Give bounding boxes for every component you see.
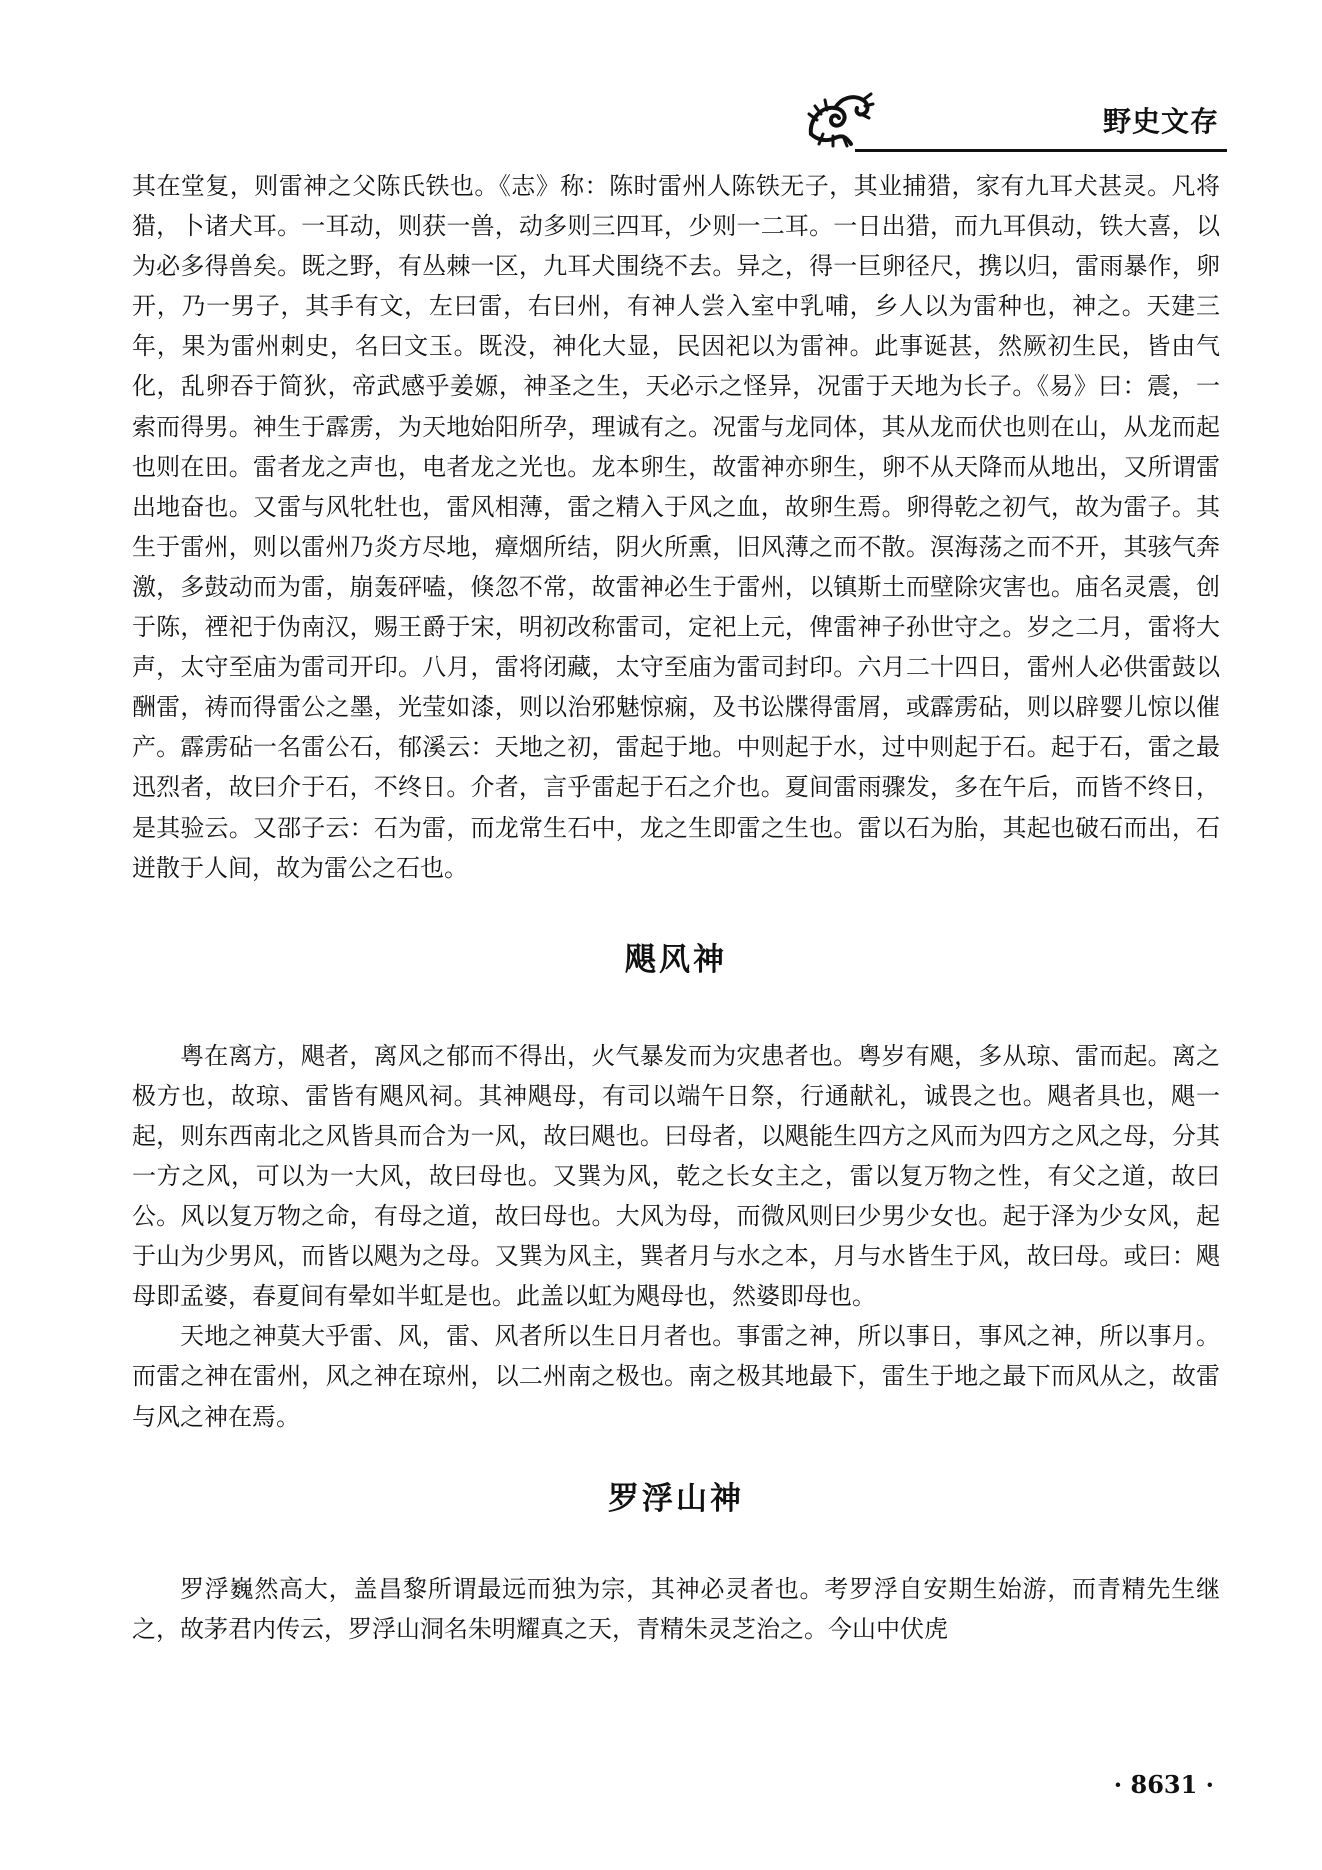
section-title-luofu: 罗浮山神 — [608, 1480, 744, 1517]
page-body — [132, 166, 1220, 1649]
body-paragraph: 天地之神莫大乎雷、风，雷、风者所以生日月者也。事雷之神，所以事日，事风之神，所以事月。而雷之神在雷州，风之神在琼州，以二州南之极也。南之极其地最下，雷生于地之最下而风从之，故雷与风之神在焉。 — [132, 1322, 1220, 1431]
section-title-jufeng: 飓风神 — [625, 941, 727, 978]
body-paragraph: 其在堂复，则雷神之父陈氏铁也。《志》称：陈时雷州人陈铁无子，其业捕猎，家有九耳犬甚灵。凡将猎，卜诸犬耳。一耳动，则获一兽，动多则三四耳，少则一二耳。一日出猎，而九耳俱动，铁大喜，以为必多得兽矣。既之野，有丛棘一区，九耳犬围绕不去。异之，得一巨卵径尺，携以归，雷雨暴作，卵开，乃一男子，其手有文，左曰雷，右曰州，有神人尝入室中乳哺，乡人以为雷种也，神之。天建三年，果为雷州刺史，名曰文玉。既没，神化大显，民因祀以为雷神。此事诞甚，然厥初生民，皆由气化，乱卵吞于简狄，帝武感乎姜嫄，神圣之生，天必示之怪异，况雷于天地为长子。《易》曰：震，一索而得男。神生于霹雳，为天地始阳所孕，理诚有之。况雷与龙同体，其从龙而伏也则在山，从龙而起也则在田。雷者龙之声也，电者龙之光也。龙本卵生，故雷神亦卵生，卵不从天降而从地出，又所谓雷出地奋也。又雷与风牝牡也，雷风相薄，雷之精入于风之血，故卵生焉。卵得乾之初气，故为雷子。其生于雷州，则以雷州乃炎方尽地，瘴烟所结，阴火所熏，旧风薄之而不散。溟海荡之而不开，其骇气奔激，多鼓动而为雷，崩轰砰嗑，倏忽不常，故雷神必生于雷州，以镇斯土而壁除灾害也。庙名灵震，创于陈，禋祀于伪南汉，赐王爵于宋，明初改称雷司，定祀上元，俾雷神子孙世守之。岁之二月，雷将大声，太守至庙为雷司开印。八月，雷将闭藏，太守至庙为雷司封印。六月二十四日，雷州人必供雷鼓以酬雷，祷而得雷公之墨，光莹如漆，则以治邪魅惊痫，及书讼牒得雷屑，或霹雳砧，则以辟婴儿惊以催产。霹雳砧一名雷公石，郁溪云：天地之初，雷起于地。中则起于水，过中则起于石。起于石，雷之最迅烈者，故曰介于石，不终日。介者，言乎雷起于石之介也。夏间雷雨骤发，多在午后，而皆不终日，是其验云。又邵子云：石为雷，而龙常生石中，龙之生即雷之生也。雷以石为胎，其起也破石而出，石迸散于人间，故为雷公之石也。 — [132, 172, 1220, 882]
body-paragraph: 粤在离方，飓者，离风之郁而不得出，火气暴发而为灾患者也。粤岁有飓，多从琼、雷而起。离之极方也，故琼、雷皆有飓风祠。其神飓母，有司以端午日祭，行通献礼，诚畏之也。飓者具也，飓一起，则东西南北之风皆具而合为一风，故曰飓也。曰母者，以飓能生四方之风而为四方之风之母，分其一方之风，可以为一大风，故曰母也。又巽为风，乾之长女主之，雷以复万物之性，有父之道，故曰公。风以复万物之命，有母之道，故曰母也。大风为母，而微风则曰少男少女也。起于泽为少女风，起于山为少男风，而皆以飓为之母。又巽为风主，巽者月与水之本，月与水皆生于风，故曰母。或曰：飓母即孟婆，春夏间有晕如半虹是也。此盖以虹为飓母也，然婆即母也。 — [132, 1041, 1220, 1311]
body-paragraph: 罗浮巍然高大，盖昌黎所谓最远而独为宗，其神必灵者也。考罗浮自安期生始游，而青精先生继之，故茅君内传云，罗浮山洞名朱明耀真之天，青精朱灵芝治之。今山中伏虎 — [132, 1574, 1220, 1643]
page-number: · 8631 · — [1113, 1770, 1214, 1799]
header-rule — [855, 149, 1227, 152]
series-title: 野史文存 — [1102, 105, 1219, 138]
running-header — [795, 86, 1227, 152]
dragon-emblem-icon — [803, 90, 875, 148]
